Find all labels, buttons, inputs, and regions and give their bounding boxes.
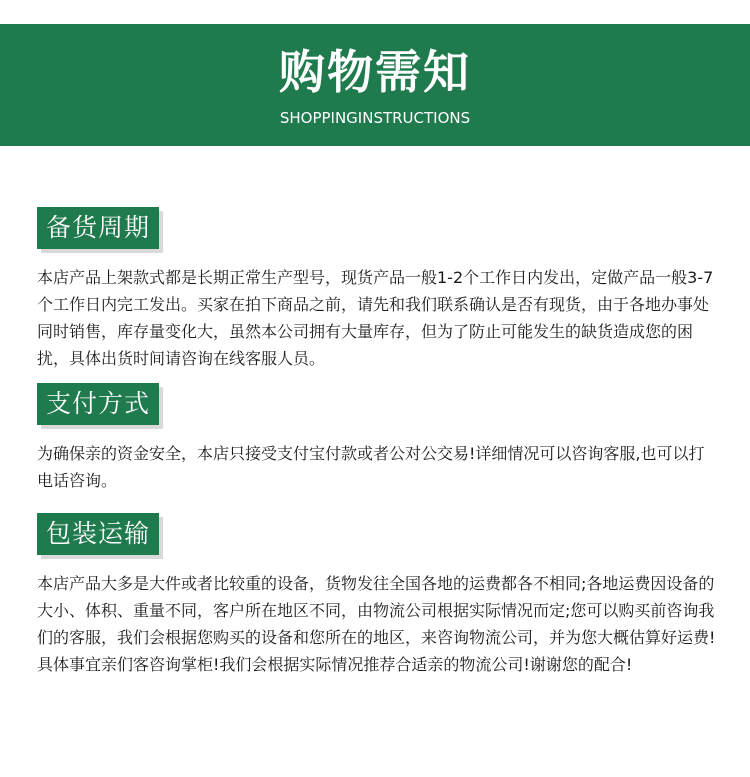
header-banner bbox=[0, 24, 750, 146]
section-body-packaging-shipping: 本店产品大多是大件或者比较重的设备，货物发往全国各地的运费都各不相同;各地运费因设备的大小、体积、重量不同，客户所在地区不同，由物流公司根据实际情况而定;您可以购买前咨询我们的客服，我们会根据您购买的设备和您所在的地区，来咨询物流公司，并为您大概估算好运费!具体事宜亲们客咨询掌柜!我们会根据实际情况推荐合适亲的物流公司!谢谢您的配合! bbox=[37, 574, 716, 674]
page-title: 购物需知 bbox=[279, 45, 471, 99]
section-title-packaging-shipping: 包装运输 bbox=[37, 513, 159, 555]
section-payment-method bbox=[37, 383, 717, 494]
section-title-payment-method: 支付方式 bbox=[37, 383, 159, 425]
page-subtitle: SHOPPINGINSTRUCTIONS bbox=[279, 109, 471, 127]
section-body-stock-cycle: 本店产品上架款式都是长期正常生产型号，现货产品一般1-2个工作日内发出，定做产品一般3-7个工作日内完工发出。买家在拍下商品之前，请先和我们联系确认是否有现货，由于各地办事处同时销售，库存量变化大，虽然本公司拥有大量库存，但为了防止可能发生的缺货造成您的困扰，具体出货时间请咨询在线客服人员。 bbox=[37, 268, 714, 368]
section-packaging-shipping bbox=[37, 513, 717, 678]
section-body-payment-method: 为确保亲的资金安全，本店只接受支付宝付款或者公对公交易!详细情况可以咨询客服,也可以打电话咨询。 bbox=[37, 444, 705, 490]
section-stock-cycle bbox=[37, 207, 717, 372]
section-title-stock-cycle: 备货周期 bbox=[37, 207, 159, 249]
